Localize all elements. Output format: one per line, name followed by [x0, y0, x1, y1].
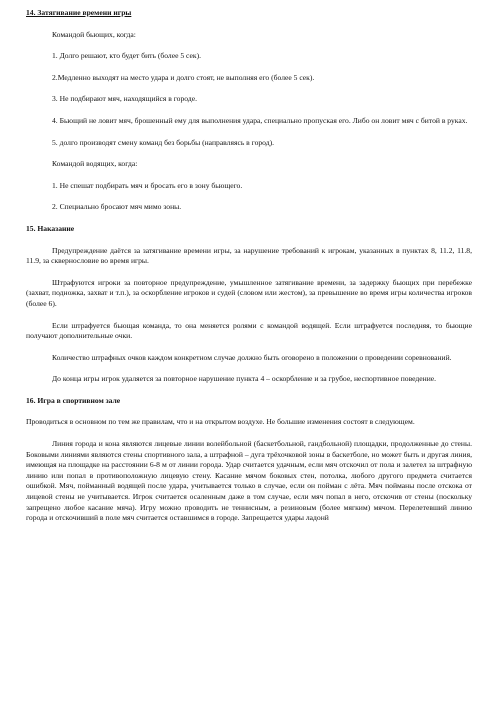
section-15-paragraph-5: До конца игры игрок удаляется за повторное нарушение пункта 4 – оскорбление и за грубое, неспортивное поведение.	[52, 374, 437, 384]
section-14-line-5: 4. Бьющий не ловит мяч, брошенный ему для выполнения удара, специально пропуская его. Либо он ловит мяч с битой в руках.	[52, 115, 468, 125]
section-15-paragraph-2: Штрафуются игроки за повторное предупреждение, умышленное затягивание времени, за задержку бьющих при перебежке (захват, подножка, захват и т.п.), за оскорбление игроков и судей (словом или жестом), за превышение во время игры количества игроков (более 6).	[26, 277, 472, 308]
section-16-paragraph: Линия города и кона являются лицевые линии волейбольной (баскетбольной, гандбольной) площадки, продолженные до стены. Боковыми линиями являются стены спортивного зала, а штрафной – дуга трёхочковой зоны в баскетболе, но может быть и другая линия, имеющая на площадке на расстоянии 6-8 м от линии города. Удар считается удачным, если мяч отскочил от пола и залетел за штрафную линию или попал в противоположную лицевую стену. Касание мячом боковых стен, потолка, любого другого предмета считается ошибкой. Мяч, пойманный водящей после удара, учитывается только в случае, если он пойман с лёта. Мяч пойманы после отскока от лицевой стены не учитывается. Игрок считается осаленным даже в том случае, если мяч попал в него, отскочив от стены (поскольку запрещено любое касание мяча). Игру можно проводить не теннисным, а резиновым (более мягким) мячом. Перелетевший линию города и отскочивший в поле мяч считается оставшимся в городе. Запрещается удары ладонй	[26, 439, 472, 523]
section-14-line-9: 2. Специально бросают мяч мимо зоны.	[52, 202, 182, 212]
section-16-intro: Проводиться в основном по тем же правилам, что и на открытом воздухе. Не большие изменения состоят в следующем.	[26, 417, 415, 427]
section-16-title: 16. Игра в спортивном зале	[26, 395, 121, 405]
section-15-paragraph-3: Если штрафуется бьющая команда, то она меняется ролями с командой водящей. Если штрафуется последняя, то бьющие получают дополнительные очки.	[26, 320, 472, 341]
section-14-line-8: 1. Не спешат подбирать мяч и бросать его в зону бьющего.	[52, 180, 243, 190]
section-15-paragraph-1: Предупреждение даётся за затягивание времени игры, за нарушение требований к игрокам, указанных в пунктах 8, 11.2, 11.8, 11.9, за сквернословие во время игры.	[26, 245, 472, 266]
section-14-line-3: 2.Медленно выходят на место удара и долго стоят, не выполняя его (более 5 сек).	[52, 72, 315, 82]
section-15-paragraph-4: Количество штрафных очков каждом конкретном случае должно быть оговорено в положении о проведении соревнований.	[52, 352, 452, 362]
section-14-line-6: 5. долго производят смену команд без борьбы (направляясь в город).	[52, 137, 275, 147]
section-14-line-1: Командой бьющих, когда:	[52, 29, 136, 39]
section-14-line-7: Командой водящих, когда:	[52, 159, 138, 169]
section-14-title: 14. Затягивание времени игры	[26, 8, 132, 17]
section-14-line-2: 1. Долго решают, кто будет бить (более 5 сек).	[52, 51, 201, 61]
section-14-line-4: 3. Не подбирают мяч, находящийся в городе.	[52, 94, 197, 104]
section-15-title: 15. Наказание	[26, 223, 75, 233]
